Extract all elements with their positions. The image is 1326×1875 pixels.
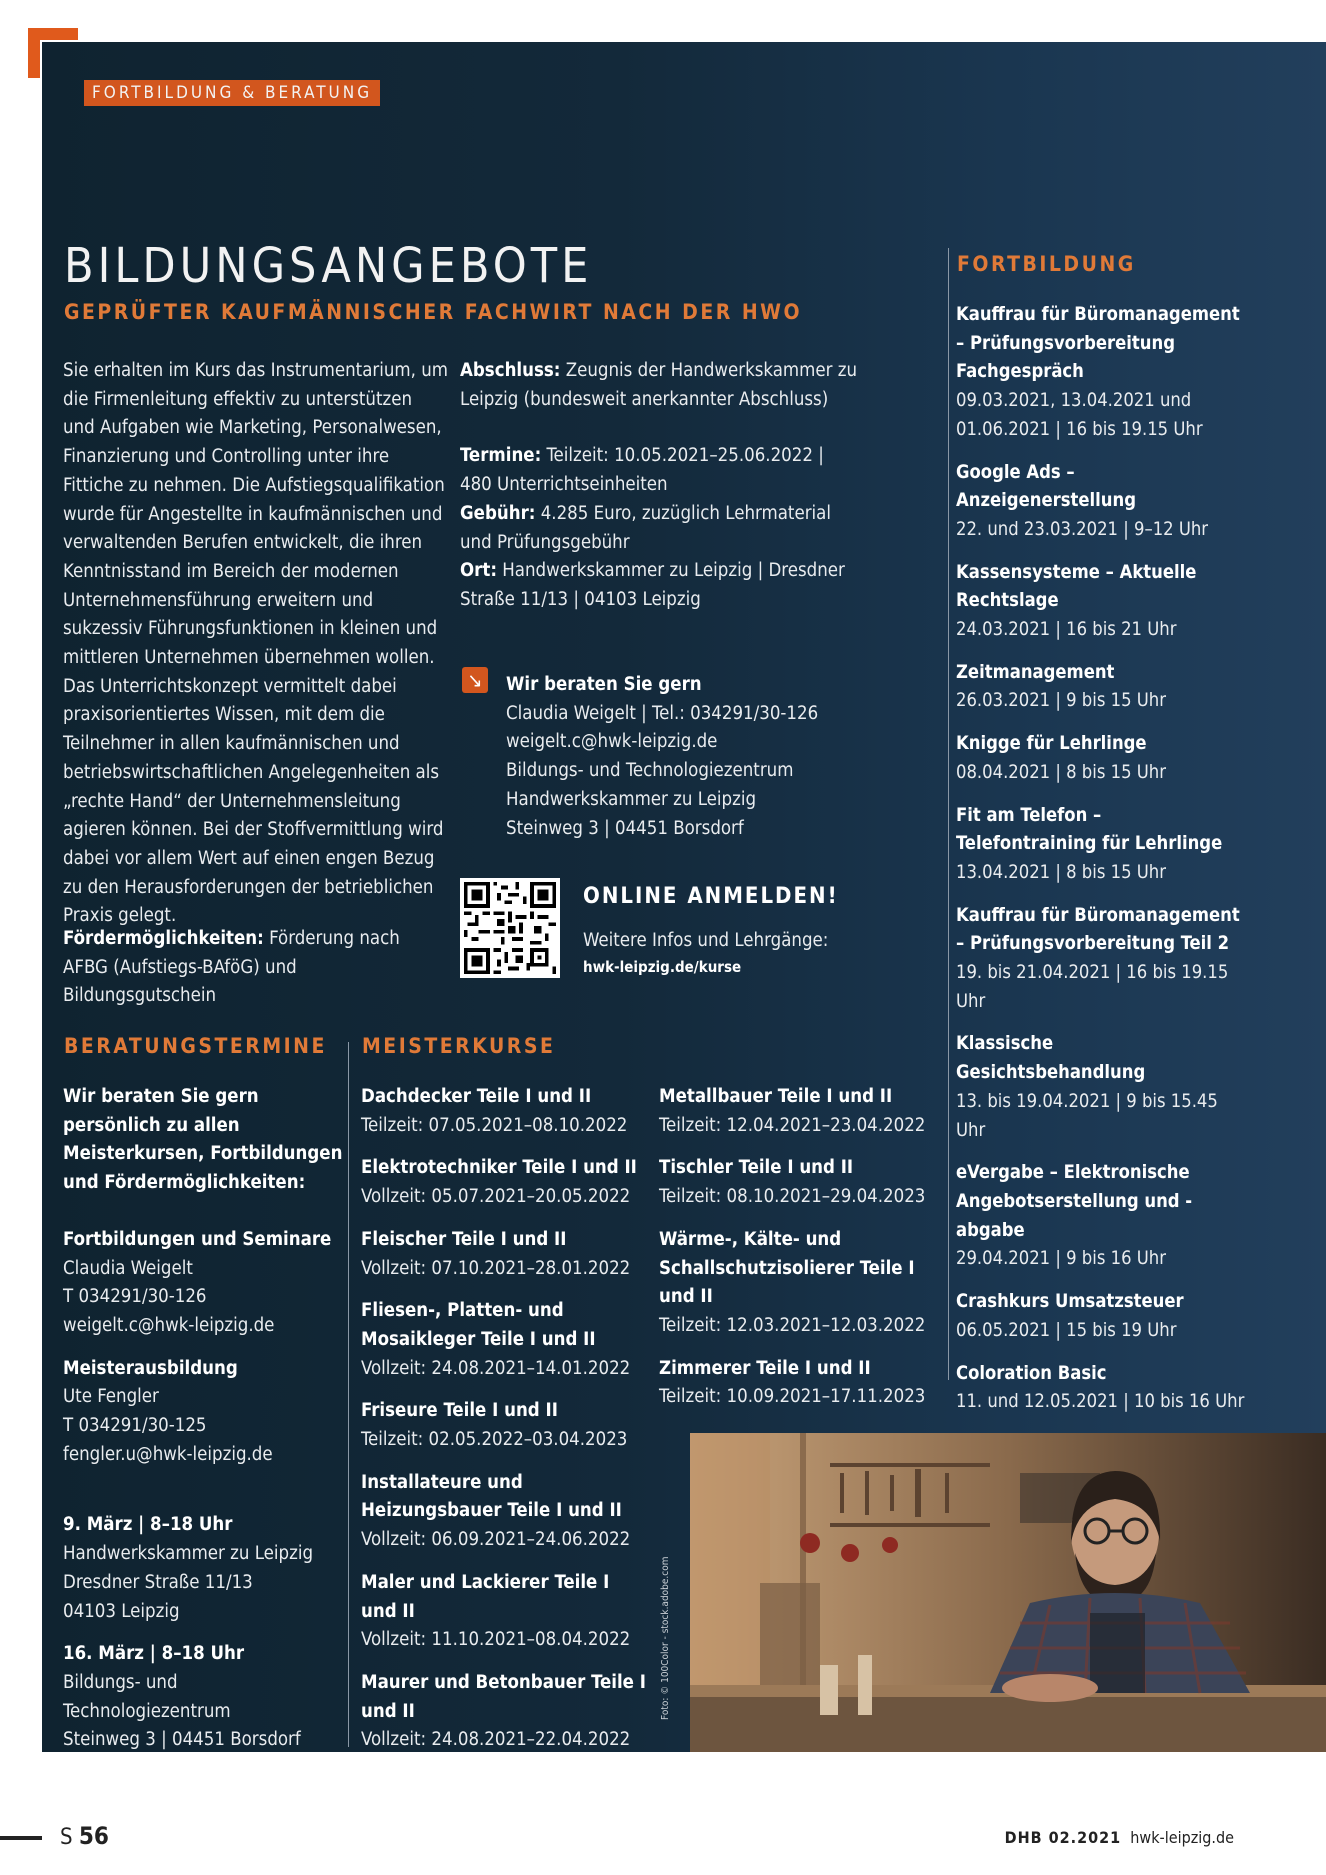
seminar-title: Kassensysteme – Aktuelle Rechtslage: [956, 561, 1197, 612]
contact-name: Ute Fengler: [63, 1386, 159, 1408]
course-date: Vollzeit: 05.07.2021–20.05.2022: [361, 1186, 631, 1208]
detail-abschluss: [460, 357, 860, 414]
gebuehr-label: Gebühr:: [460, 502, 536, 524]
contact-email[interactable]: fengler.u@hwk-leipzig.de: [63, 1443, 273, 1465]
seminar-title: Coloration Basic: [956, 1362, 1107, 1384]
course-item: [361, 1569, 646, 1655]
fortbildung-divider: [948, 248, 949, 1380]
advice-line: Handwerkskammer zu Leipzig: [506, 788, 757, 810]
seminar-date: 22. und 23.03.2021 | 9–12 Uhr: [956, 518, 1209, 540]
seminar-item: [956, 802, 1246, 888]
fortbildung-heading: FORTBILDUNG: [957, 252, 1136, 276]
corner-accent: [28, 28, 78, 78]
meister-column-2: [659, 1083, 944, 1426]
page-prefix: S: [60, 1825, 73, 1850]
contact-name: Claudia Weigelt: [63, 1257, 193, 1279]
seminar-item: [956, 730, 1246, 787]
seminar-item: [956, 459, 1246, 545]
detail-termine: [460, 442, 860, 499]
online-info-text: Weitere Infos und Lehrgänge:: [583, 930, 829, 951]
page-number: [60, 1822, 109, 1850]
termine-label: Termine:: [460, 445, 542, 467]
date-line: 04103 Leipzig: [63, 1600, 180, 1622]
qr-code[interactable]: [460, 878, 560, 978]
fortbildung-list: [956, 301, 1246, 1631]
seminar-title: Google Ads – Anzeigenerstellung: [956, 461, 1136, 512]
seminar-item: [956, 659, 1246, 716]
course-date: Teilzeit: 10.09.2021–17.11.2023: [659, 1386, 926, 1408]
seminar-item: [956, 1030, 1246, 1145]
advice-line: Steinweg 3 | 04451 Borsdorf: [506, 817, 744, 839]
seminar-item: [956, 902, 1246, 1017]
seminar-date: 13. bis 19.04.2021 | 9 bis 15.45 Uhr: [956, 1090, 1218, 1141]
course-date: Teilzeit: 08.10.2021–29.04.2023: [659, 1186, 926, 1208]
seminar-item: [956, 1159, 1246, 1274]
meister-heading: MEISTERKURSE: [362, 1034, 556, 1058]
contact-email[interactable]: weigelt.c@hwk-leipzig.de: [63, 1314, 275, 1336]
page-subtitle: GEPRÜFTER KAUFMÄNNISCHER FACHWIRT NACH DER HWO: [64, 300, 803, 324]
page-number-value: 56: [78, 1822, 109, 1850]
workshop-illustration: [690, 1433, 1326, 1752]
beratung-heading: BERATUNGSTERMINE: [64, 1034, 327, 1058]
course-title: Elektrotechniker Teile I und II: [361, 1157, 637, 1179]
online-link[interactable]: hwk-leipzig.de/kurse: [583, 958, 742, 976]
date-title: 9. März | 8–18 Uhr: [63, 1514, 233, 1536]
detail-gebuehr: [460, 500, 860, 557]
seminar-date: 11. und 12.05.2021 | 10 bis 16 Uhr: [956, 1391, 1245, 1413]
course-details: [460, 357, 860, 615]
advice-box: [506, 671, 866, 843]
seminar-title: Klassische Gesichtsbehandlung: [956, 1033, 1146, 1084]
issue-label: DHB 02.2021: [1004, 1828, 1122, 1847]
course-date: Teilzeit: 12.04.2021–23.04.2022: [659, 1114, 926, 1136]
course-date: Teilzeit: 02.05.2022–03.04.2023: [361, 1429, 628, 1451]
date-line: Handwerkskammer zu Leipzig: [63, 1543, 314, 1565]
seminar-date: 08.04.2021 | 8 bis 15 Uhr: [956, 761, 1166, 783]
course-date: Vollzeit: 24.08.2021–22.04.2022: [361, 1729, 631, 1751]
advice-title: [506, 671, 866, 700]
advice-email[interactable]: weigelt.c@hwk-leipzig.de: [506, 731, 718, 753]
funding-value: Förderung nach AFBG (Aufstiegs-BAföG) und Bildungsgutschein: [63, 928, 400, 1007]
beratung-section: [63, 1083, 343, 1755]
course-title: Maler und Lackierer Teile I und II: [361, 1571, 610, 1622]
date-line: Dresdner Straße 11/13: [63, 1571, 253, 1593]
seminar-item: [956, 559, 1246, 645]
course-title: Zimmerer Teile I und II: [659, 1357, 871, 1379]
course-item: [659, 1355, 944, 1412]
course-item: [361, 1226, 646, 1283]
column-divider: [348, 1042, 349, 1747]
advice-line: Claudia Weigelt | Tel.: 034291/30-126: [506, 702, 819, 724]
ort-label: Ort:: [460, 560, 497, 582]
course-title: Dachdecker Teile I und II: [361, 1086, 592, 1107]
seminar-date: 06.05.2021 | 15 bis 19 Uhr: [956, 1319, 1177, 1341]
detail-ort: [460, 557, 860, 614]
date-line: Steinweg 3 | 04451 Borsdorf: [63, 1729, 301, 1751]
footer-rule: [0, 1836, 42, 1840]
section-tag: FORTBILDUNG & BERATUNG: [84, 80, 380, 106]
contact-title: Meisterausbildung: [63, 1357, 238, 1379]
date-line: Bildungs- und Technologiezentrum: [63, 1671, 231, 1722]
abschluss-label: Abschluss:: [460, 360, 561, 381]
course-date: Vollzeit: 24.08.2021–14.01.2022: [361, 1357, 631, 1379]
seminar-item: [956, 301, 1246, 445]
seminar-title: Knigge für Lehrlinge: [956, 733, 1147, 755]
funding-label: Fördermöglichkeiten:: [63, 928, 264, 949]
online-title: ONLINE ANMELDEN!: [583, 884, 839, 909]
seminar-date: 09.03.2021, 13.04.2021 und 01.06.2021 | 16 bis 19.15 Uhr: [956, 390, 1203, 440]
course-title: Wärme-, Kälte- und Schallschutzisolierer Teile I und II: [659, 1228, 915, 1308]
course-item: [361, 1397, 646, 1454]
contact-block: [63, 1226, 343, 1341]
advice-title-text: Wir beraten Sie gern: [506, 674, 702, 695]
date-block: [63, 1640, 343, 1755]
online-info: [583, 928, 883, 980]
contact-block: [63, 1355, 343, 1470]
seminar-title: Crashkurs Umsatzsteuer: [956, 1291, 1184, 1313]
advice-line: Bildungs- und Technologiezentrum: [506, 760, 794, 782]
arrow-icon: ↘: [462, 667, 488, 693]
course-item: [361, 1669, 646, 1755]
course-title: Friseure Teile I und II: [361, 1400, 558, 1422]
course-date: Vollzeit: 11.10.2021–08.04.2022: [361, 1629, 631, 1651]
seminar-date: 13.04.2021 | 8 bis 15 Uhr: [956, 861, 1166, 883]
course-title: Fleischer Teile I und II: [361, 1228, 567, 1250]
course-date: Vollzeit: 07.10.2021–28.01.2022: [361, 1257, 631, 1279]
contact-phone: T 034291/30-126: [63, 1286, 207, 1308]
seminar-title: Fit am Telefon – Telefontraining für Lehrlinge: [956, 804, 1223, 855]
intro-text: Sie erhalten im Kurs das Instrumentarium, um die Firmenleitung effektiv zu unterstützen und Aufgaben wie Marketing, Personalwesen, Finanzierung und Controlling unter ihre Fittiche zu nehmen. Die Aufstiegsqualifikation wurde für Angestellte in kaufmännischen und verwaltenden Berufen entwickelt, die ihren Kenntnisstand im Bereich der modernen Unternehmensführung erweitern und sukzessiv Führungsfunktionen in kleinen und mittleren Unternehmen übernehmen wollen. Das Unterrichtskonzept vermittelt dabei praxisorientiertes Wissen, mit dem die Teilnehmer in allen kaufmännischen und betriebswirtschaftlichen Angelegenheiten als „rechte Hand“ der Unternehmensleitung agieren können. Bei der Stoffvermittlung wird dabei vor allem Wert auf einen engen Bezug zu den Herausforderungen der betrieblichen Praxis gelegt.: [63, 360, 448, 927]
contact-title: Fortbildungen und Seminare: [63, 1228, 332, 1250]
seminar-title: eVergabe – Elektronische Angebotserstellung und -abgabe: [956, 1162, 1193, 1241]
beratung-intro: Wir beraten Sie gern persönlich zu allen Meisterkursen, Fortbildungen und Fördermöglichkeiten:: [63, 1086, 343, 1194]
course-item: [361, 1469, 646, 1555]
contact-phone: T 034291/30-125: [63, 1415, 207, 1437]
qr-code-graphic: [464, 882, 556, 974]
course-item: [659, 1154, 944, 1211]
seminar-date: 26.03.2021 | 9 bis 15 Uhr: [956, 690, 1166, 712]
course-item: [361, 1297, 646, 1383]
funding-text: [63, 925, 448, 1011]
course-item: [361, 1154, 646, 1211]
course-item: [361, 1083, 646, 1140]
site-link[interactable]: hwk-leipzig.de: [1130, 1828, 1234, 1847]
seminar-date: 24.03.2021 | 16 bis 21 Uhr: [956, 619, 1177, 641]
date-title: 16. März | 8–18 Uhr: [63, 1643, 245, 1665]
meister-column-1: [361, 1083, 646, 1769]
course-item: [659, 1083, 944, 1140]
course-title: Tischler Teile I und II: [659, 1157, 854, 1179]
course-title: Metallbauer Teile I und II: [659, 1086, 893, 1107]
course-date: Teilzeit: 07.05.2021–08.10.2022: [361, 1114, 628, 1136]
seminar-title: Kauffrau für Büromanagement – Prüfungsvorbereitung Fachgespräch: [956, 304, 1240, 383]
craftsman-photo: [690, 1433, 1326, 1752]
abschluss-value: Zeugnis der Handwerkskammer zu Leipzig (bundesweit anerkannter Abschluss): [460, 360, 858, 410]
ort-value: Handwerkskammer zu Leipzig | Dresdner Straße 11/13 | 04103 Leipzig: [460, 560, 845, 610]
seminar-item: [956, 1360, 1246, 1417]
termine-value: Teilzeit: 10.05.2021–25.06.2022 | 480 Unterrichtseinheiten: [460, 445, 824, 496]
seminar-item: [956, 1288, 1246, 1345]
seminar-title: Kauffrau für Büromanagement – Prüfungsvorbereitung Teil 2: [956, 904, 1240, 955]
gebuehr-value: 4.285 Euro, zuzüglich Lehrmaterial und Prüfungsgebühr: [460, 502, 831, 553]
course-item: [659, 1226, 944, 1341]
date-block: [63, 1511, 343, 1626]
course-title: Maurer und Betonbauer Teile I und II: [361, 1671, 646, 1722]
course-title: Fliesen-, Platten- und Mosaikleger Teile I und II: [361, 1300, 596, 1350]
seminar-date: 19. bis 21.04.2021 | 16 bis 19.15 Uhr: [956, 962, 1229, 1012]
course-date: Teilzeit: 12.03.2021–12.03.2022: [659, 1314, 926, 1336]
page-title: BILDUNGSANGEBOTE: [64, 238, 593, 294]
seminar-title: Zeitmanagement: [956, 661, 1115, 683]
course-date: Vollzeit: 06.09.2021–24.06.2022: [361, 1529, 631, 1551]
seminar-date: 29.04.2021 | 9 bis 16 Uhr: [956, 1248, 1166, 1270]
photo-credit: Foto: © 100Color - stock.adobe.com: [660, 1556, 671, 1720]
footer-info: [1005, 1828, 1234, 1847]
course-title: Installateure und Heizungsbauer Teile I und II: [361, 1471, 622, 1522]
